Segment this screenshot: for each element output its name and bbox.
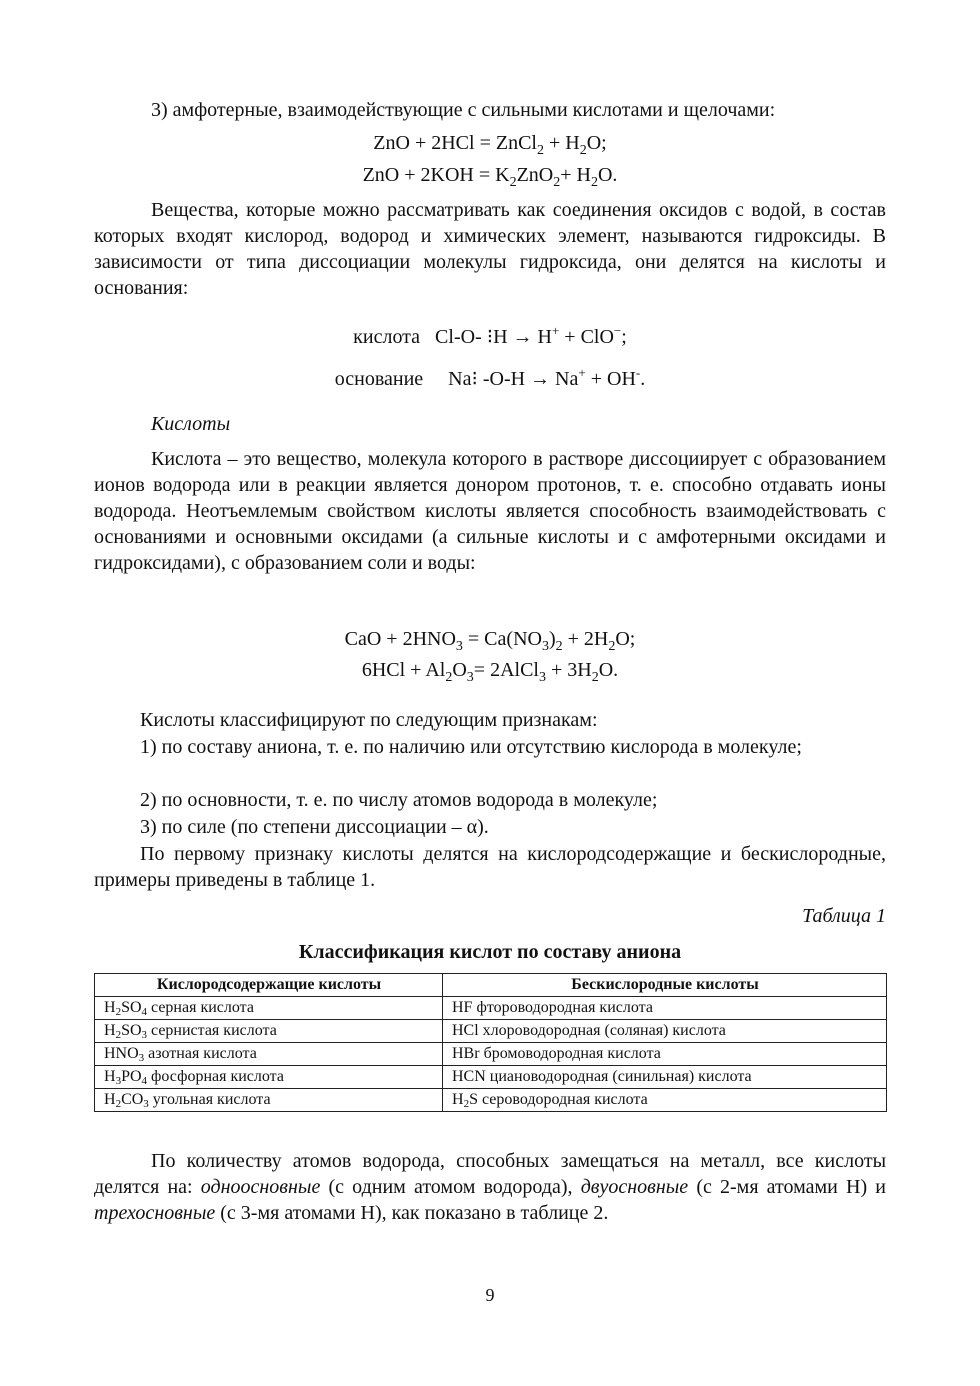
amphoteric-item: 3) амфотерные, взаимодействующие с сильными кислотами и щелочами: [151,99,776,121]
equation-cao-hno3: CaO + $2HNO_3 = Ca(NO_3)_2 + 2H_2O$; [344,628,636,654]
classify-intro: Кислоты классифицируют по следующим признакам: [140,709,598,731]
oxygen-acid-cell: $H_2CO_3$ угольная кислота [95,1089,443,1112]
hydroxides-paragraph: Вещества, которые можно рассматривать как соединения оксидов с водой, в состав которых входят кислород, водород и химических элемент, называются гидроксиды. В зависимости от типа диссоциации молекулы гидроксида, они делятся на кислоты и основания: [94,199,886,299]
table-row [95,997,887,1020]
term-monobasic: одноосновные [200,1176,321,1198]
basicity-paragraph: По количеству атомов водорода, способных замещаться на металл, все кислоты делятся на: одноосновные (с одним атомом водорода), двуосновные (с 2-мя атомами Н) и трехосновные (с 3-мя атомами Н), как показано в таблице 2. [94,1150,886,1224]
oxygen-acid-cell: $H_2SO_3$ сернистая кислота [95,1020,443,1043]
oxygen-free-acid-cell: $H_2S$ сероводородная кислота [443,1089,887,1112]
first-criterion-paragraph: По первому признаку кислоты делятся на кислородсодержащие и бескислородные, примеры приведены в таблице 1. [94,843,886,891]
criterion-2: 2) по основности, т. е. по числу атомов водорода в молекуле; [140,789,658,811]
table-row [95,1066,887,1089]
term-tribasic: трехосновные [94,1202,216,1224]
oxygen-acid-cell: $H_2SO_4$ серная кислота [95,997,443,1020]
table-row [95,1020,887,1043]
acids-heading: Кислоты [151,413,231,435]
acid-dissociation: кислота Cl-O- ⁝H → H+ + ClO−; [353,323,627,348]
page-number: 9 [485,1285,495,1305]
equation-zno-koh: ZnO + $2KOH = K_2ZnO_2+ H_2O$. [362,164,618,190]
oxygen-free-acid-cell: HCN циановодородная (синильная) кислота [443,1066,887,1089]
term-dibasic: двуосновные [580,1176,689,1198]
table-row [95,1089,887,1112]
table-row [95,1043,887,1066]
header-oxygen-free-acids: Бескислородные кислоты [443,974,887,997]
table-header-row [95,974,887,997]
oxygen-free-acid-cell: HF фтороводородная кислота [443,997,887,1020]
equation-zno-hcl: ZnO + 2HCl = ZnCl$_2$ + $H_2O$; [373,132,607,158]
table-title: Классификация кислот по составу аниона [298,941,682,963]
criterion-3: 3) по силе (по степени диссоциации – α). [140,816,489,838]
header-oxygen-acids: Кислородсодержащие кислоты [95,974,443,997]
oxygen-free-acid-cell: HCl хлороводородная (соляная) кислота [443,1020,887,1043]
table-number: Таблица 1 [802,905,886,927]
acid-classification-table [94,973,887,1112]
criterion-1: 1) по составу аниона, т. е. по наличию или отсутствию кислорода в молекуле; [140,736,802,758]
oxygen-acid-cell: $HNO_3$ азотная кислота [95,1043,443,1066]
acid-definition-paragraph: Кислота – это вещество, молекула которого в растворе диссоциирует с образованием ионов водорода или в реакции является донором протонов, т. е. способно отдавать ионы водорода. Неотъемлемым свойством кислоты является способность взаимодействовать с основаниями и основными оксидами (а сильные кислоты и с амфотерными оксидами и гидроксидами), с образованием соли и воды: [94,448,886,574]
oxygen-free-acid-cell: HBr бромоводородная кислота [443,1043,887,1066]
oxygen-acid-cell: $H_3PO_4$ фосфорная кислота [95,1066,443,1089]
base-dissociation: основание Na⁝ -O-H → Na+ + OH-. [334,365,646,390]
equation-hcl-al2o3: $6HCl + Al_2O_3=$ 2AlCl$_3$ + $3H_2O$. [361,659,619,685]
